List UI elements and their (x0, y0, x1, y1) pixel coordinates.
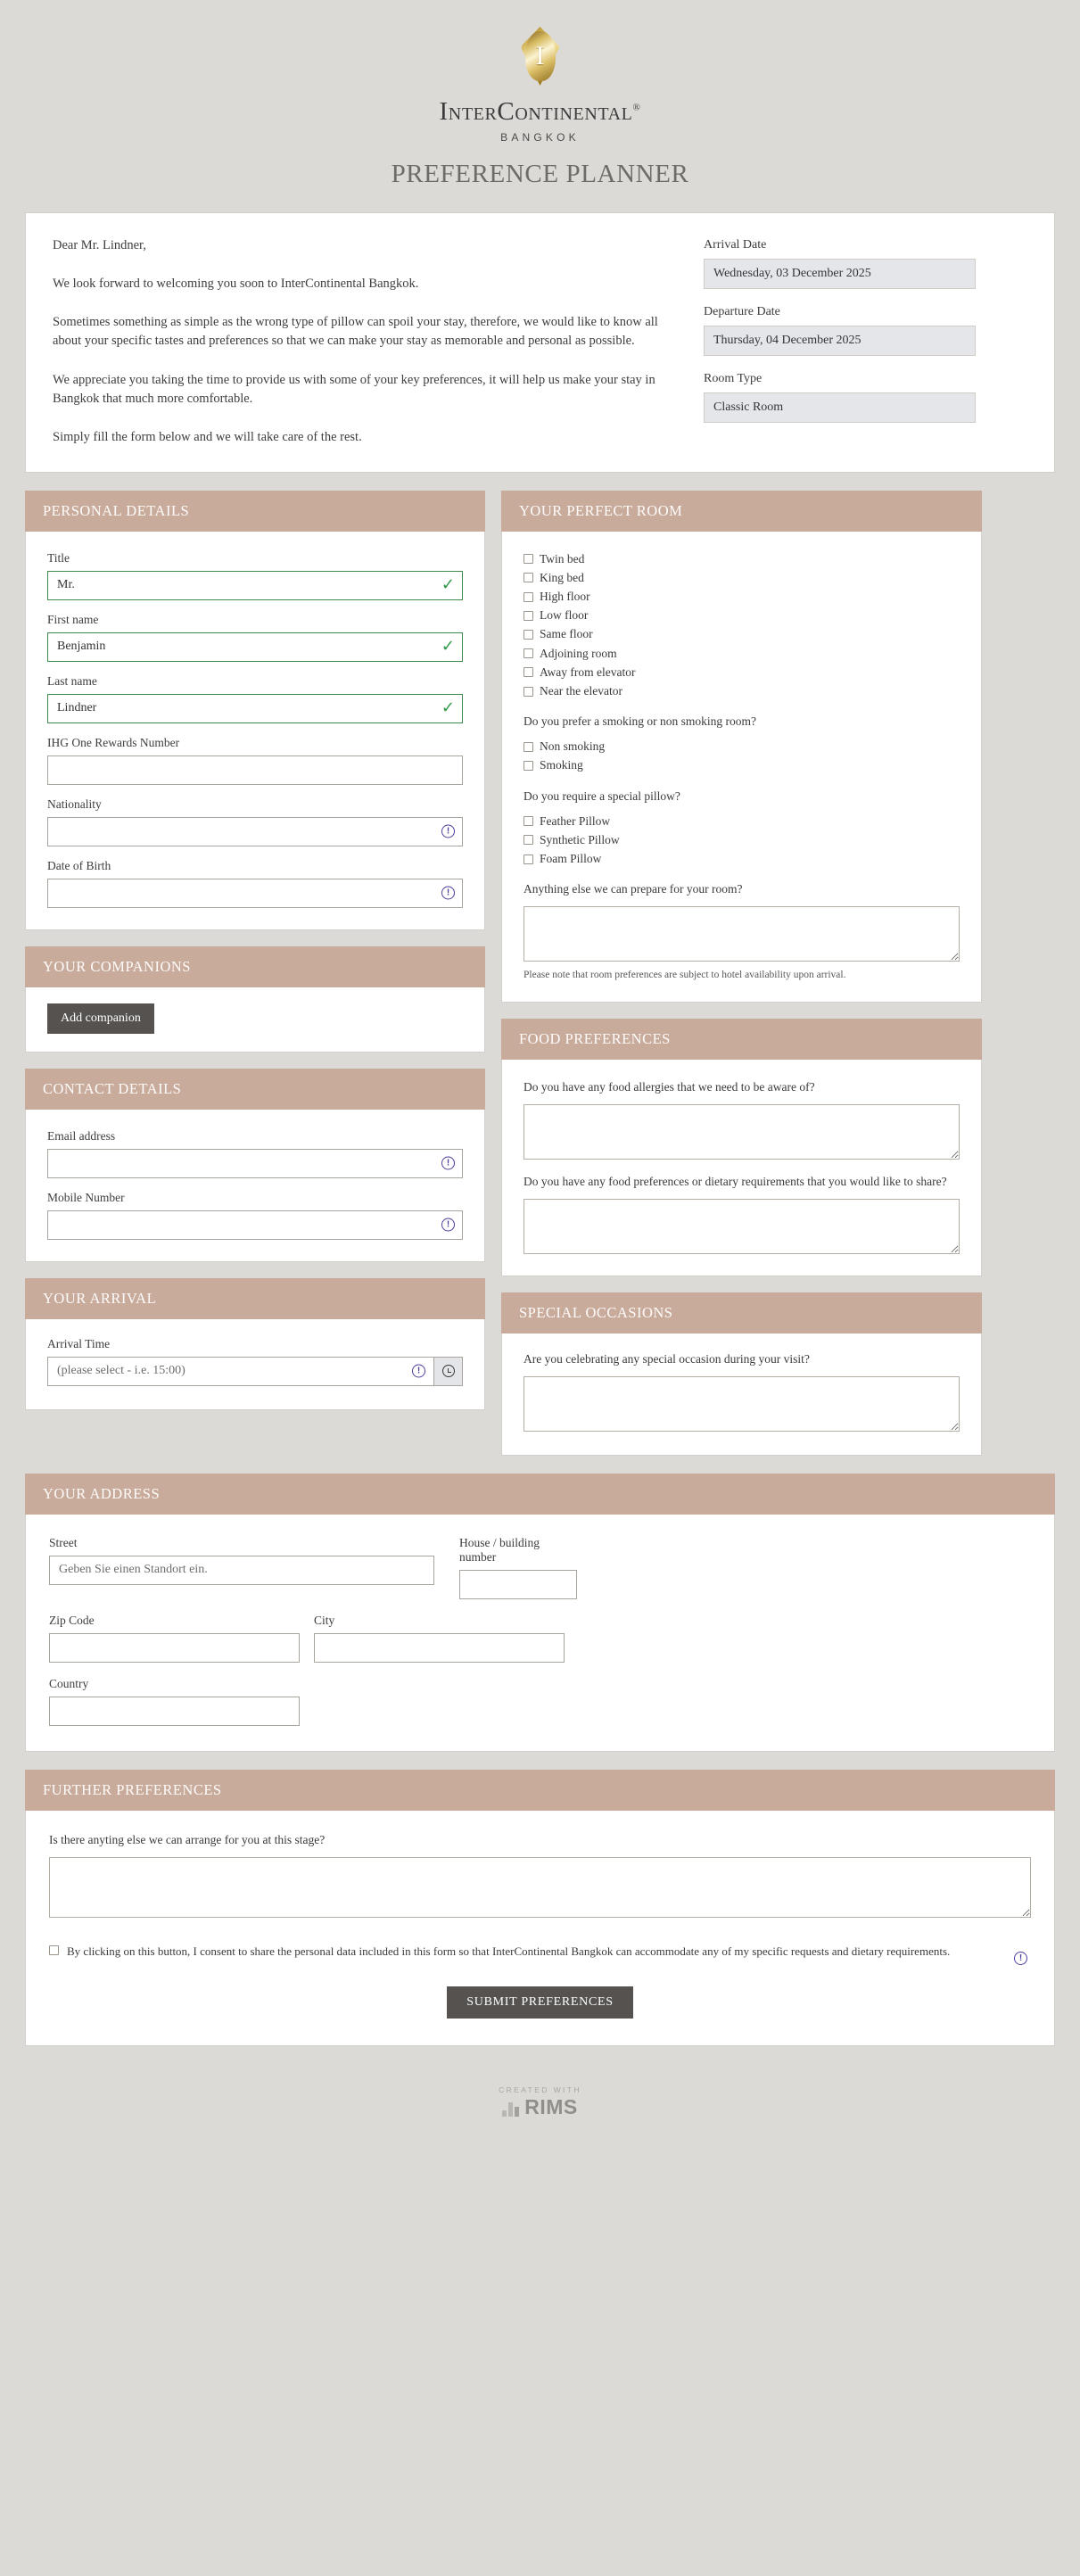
nationality-field-wrap (47, 817, 463, 846)
food-allergies-question: Do you have any food allergies that we need to be aware of? (524, 1080, 815, 1094)
arrival-heading: YOUR ARRIVAL (25, 1278, 485, 1319)
contact-details-heading: CONTACT DETAILS (25, 1069, 485, 1110)
last-name-label: Last name (47, 673, 97, 688)
arrival-time-row (47, 1357, 463, 1386)
section-arrival (25, 1278, 485, 1410)
bar-chart-icon (502, 2102, 519, 2117)
brand-city: BANGKOK (500, 131, 580, 144)
option-label: Twin bed (540, 551, 585, 566)
special-occasions-heading: SPECIAL OCCASIONS (501, 1292, 982, 1333)
last-name-input[interactable] (47, 694, 463, 723)
departure-date-value: Thursday, 04 December 2025 (704, 326, 976, 356)
list-item[interactable] (524, 589, 960, 605)
checkbox-non-smoking[interactable] (524, 742, 533, 752)
street-field-group (49, 1536, 434, 1599)
brand-wordmark (0, 98, 1080, 125)
mobile-field-wrap (47, 1210, 463, 1240)
nationality-label: Nationality (47, 797, 102, 811)
first-name-label: First name (47, 612, 99, 626)
address-row-3 (49, 1677, 1031, 1726)
check-icon: ✓ (441, 637, 455, 656)
page-header (0, 0, 1080, 200)
mobile-input[interactable] (47, 1210, 463, 1240)
option-label: Foam Pillow (540, 851, 602, 865)
add-companion-button[interactable]: Add companion (47, 1003, 154, 1034)
list-item[interactable] (524, 813, 960, 830)
room-options-list (524, 551, 960, 700)
consent-checkbox[interactable] (49, 1945, 59, 1955)
list-item[interactable] (524, 570, 960, 586)
created-with-label: CREATED WITH (499, 2085, 581, 2095)
arrival-date-label: Arrival Date (704, 238, 767, 252)
checkbox-same-floor[interactable] (524, 630, 533, 640)
registered-mark: ® (632, 102, 641, 113)
rewards-number-field-wrap (47, 755, 463, 785)
intro-paragraph-1: We look forward to welcoming you soon to InterContinental Bangkok. (53, 277, 419, 292)
food-preferences-heading: FOOD PREFERENCES (501, 1019, 982, 1060)
email-label: Email address (47, 1128, 116, 1143)
clock-icon (442, 1365, 455, 1377)
option-label: Smoking (540, 758, 583, 772)
list-item[interactable] (524, 551, 960, 567)
house-number-label: House / building number (459, 1535, 540, 1564)
room-type-value: Classic Room (704, 392, 976, 423)
list-item[interactable] (524, 607, 960, 623)
street-input[interactable] (49, 1556, 434, 1585)
info-icon[interactable]: ! (441, 887, 455, 900)
zip-input[interactable] (49, 1633, 300, 1663)
list-item[interactable] (524, 757, 960, 773)
page-footer (0, 2046, 1080, 2140)
checkbox-synthetic-pillow[interactable] (524, 835, 533, 845)
option-label: Adjoining room (540, 646, 617, 660)
option-label: High floor (540, 589, 590, 603)
food-allergies-textarea[interactable] (524, 1104, 960, 1160)
option-label: Away from elevator (540, 665, 636, 679)
date-of-birth-label: Date of Birth (47, 858, 111, 872)
city-input[interactable] (314, 1633, 565, 1663)
further-textarea[interactable] (49, 1857, 1031, 1918)
smoking-question: Do you prefer a smoking or non smoking room? (524, 714, 756, 729)
section-further-preferences (25, 1770, 1055, 2046)
date-of-birth-field-wrap (47, 879, 463, 908)
street-label: Street (49, 1535, 78, 1549)
logo-letter: I (535, 41, 545, 70)
intro-text (53, 236, 677, 446)
dietary-textarea[interactable] (524, 1199, 960, 1254)
address-row-1 (49, 1536, 1031, 1599)
nationality-input[interactable] (47, 817, 463, 846)
section-address (25, 1474, 1055, 1752)
form-columns (25, 491, 1055, 1456)
rewards-number-label: IHG One Rewards Number (47, 735, 180, 749)
zip-field-group (49, 1614, 300, 1663)
option-label: Same floor (540, 627, 593, 641)
address-row-2 (49, 1614, 1031, 1663)
room-availability-note: Please note that room preferences are subject to hotel availability upon arrival. (524, 970, 846, 981)
page-title: PREFERENCE PLANNER (391, 160, 689, 189)
country-input[interactable] (49, 1697, 300, 1726)
brand-name: InterContinental (439, 97, 633, 126)
list-item[interactable] (524, 683, 960, 699)
section-personal-details (25, 491, 485, 930)
first-name-field-wrap (47, 632, 463, 662)
intro-paragraph-4: Simply fill the form below and we will take care of the rest. (53, 429, 362, 444)
checkbox-king-bed[interactable] (524, 573, 533, 582)
section-contact-details (25, 1069, 485, 1262)
option-label: King bed (540, 570, 584, 584)
section-food-preferences (501, 1019, 982, 1276)
room-extra-question: Anything else we can prepare for your room? (524, 882, 743, 896)
intro-paragraph-2: Sometimes something as simple as the wrong type of pillow can spoil your stay, therefore, we would like to know all about your specific tastes and preferences so that we can make your stay as memorable and personal as possible. (53, 315, 658, 349)
room-type-label: Room Type (704, 372, 763, 386)
checkbox-high-floor[interactable] (524, 592, 533, 602)
section-companions (25, 946, 485, 1053)
checkbox-near-the-elevator[interactable] (524, 687, 533, 697)
perfect-room-heading: YOUR PERFECT ROOM (501, 491, 982, 532)
booking-summary (704, 236, 976, 446)
country-field-group (49, 1677, 300, 1726)
companions-heading: YOUR COMPANIONS (25, 946, 485, 987)
address-heading: YOUR ADDRESS (25, 1474, 1055, 1515)
submit-preferences-button[interactable]: SUBMIT PREFERENCES (447, 1986, 632, 2019)
info-icon[interactable]: ! (441, 825, 455, 838)
consent-row (49, 1943, 1031, 1961)
list-item[interactable] (524, 646, 960, 662)
option-label: Feather Pillow (540, 813, 611, 828)
info-icon[interactable]: ! (412, 1365, 425, 1378)
checkbox-away-from-elevator[interactable] (524, 667, 533, 677)
title-label: Title (47, 550, 70, 565)
further-preferences-heading: FURTHER PREFERENCES (25, 1770, 1055, 1811)
arrival-time-input[interactable] (47, 1357, 433, 1386)
email-input[interactable] (47, 1149, 463, 1178)
left-column (25, 491, 485, 1410)
list-item[interactable] (524, 665, 960, 681)
last-name-field-wrap (47, 694, 463, 723)
intercontinental-logo-icon (521, 27, 560, 86)
room-extra-textarea[interactable] (524, 906, 960, 962)
pillow-question: Do you require a special pillow? (524, 788, 680, 803)
mobile-label: Mobile Number (47, 1190, 125, 1204)
house-number-input[interactable] (459, 1570, 577, 1599)
checkbox-foam-pillow[interactable] (524, 855, 533, 864)
checkbox-low-floor[interactable] (524, 611, 533, 621)
zip-label: Zip Code (49, 1613, 95, 1627)
list-item[interactable] (524, 626, 960, 642)
consent-text: By clicking on this button, I consent to share the personal data included in this form so that InterContinental Bangkok can accommodate any of my specific requests and dietary requirements. (67, 1944, 951, 1958)
list-item[interactable] (524, 832, 960, 848)
submit-row (49, 1986, 1031, 2019)
date-of-birth-input[interactable] (47, 879, 463, 908)
clock-picker-button[interactable] (433, 1357, 463, 1386)
list-item[interactable] (524, 851, 960, 867)
option-label: Non smoking (540, 739, 606, 754)
info-icon[interactable]: ! (441, 1157, 455, 1170)
checkbox-feather-pillow[interactable] (524, 816, 533, 826)
list-item[interactable] (524, 739, 960, 755)
intro-card (25, 212, 1055, 472)
email-field-wrap (47, 1149, 463, 1178)
special-occasion-textarea[interactable] (524, 1376, 960, 1432)
further-question: Is there anyting else we can arrange for you at this stage? (49, 1832, 326, 1846)
checkbox-smoking[interactable] (524, 761, 533, 771)
info-icon[interactable]: ! (1014, 1952, 1027, 1965)
intro-salutation: Dear Mr. Lindner, (53, 238, 146, 253)
rims-wordmark: RIMS (524, 2095, 578, 2119)
city-label: City (314, 1613, 335, 1627)
country-label: Country (49, 1676, 89, 1690)
title-input[interactable] (47, 571, 463, 600)
special-occasion-question: Are you celebrating any special occasion during your visit? (524, 1351, 810, 1366)
option-label: Near the elevator (540, 684, 622, 698)
rewards-number-input[interactable] (47, 755, 463, 785)
intro-paragraph-3: We appreciate you taking the time to provide us with some of your key preferences, it will help us make your stay in Bangkok that much more comfortable. (53, 372, 655, 406)
option-label: Low floor (540, 608, 589, 623)
info-icon[interactable]: ! (441, 1218, 455, 1232)
departure-date-label: Departure Date (704, 305, 780, 319)
house-number-field-group (459, 1536, 577, 1599)
personal-details-heading: PERSONAL DETAILS (25, 491, 485, 532)
check-icon: ✓ (441, 575, 455, 595)
checkbox-adjoining-room[interactable] (524, 648, 533, 658)
section-special-occasions (501, 1292, 982, 1456)
right-column (501, 491, 982, 1456)
first-name-input[interactable] (47, 632, 463, 662)
dietary-question: Do you have any food preferences or dietary requirements that you would like to share? (524, 1174, 947, 1188)
title-field-wrap (47, 571, 463, 600)
checkbox-twin-bed[interactable] (524, 554, 533, 564)
arrival-date-value: Wednesday, 03 December 2025 (704, 259, 976, 289)
section-perfect-room (501, 491, 982, 1003)
arrival-time-label: Arrival Time (47, 1336, 111, 1350)
option-label: Synthetic Pillow (540, 832, 620, 846)
check-icon: ✓ (441, 698, 455, 718)
city-field-group (314, 1614, 565, 1663)
rims-logo (0, 2095, 1080, 2119)
